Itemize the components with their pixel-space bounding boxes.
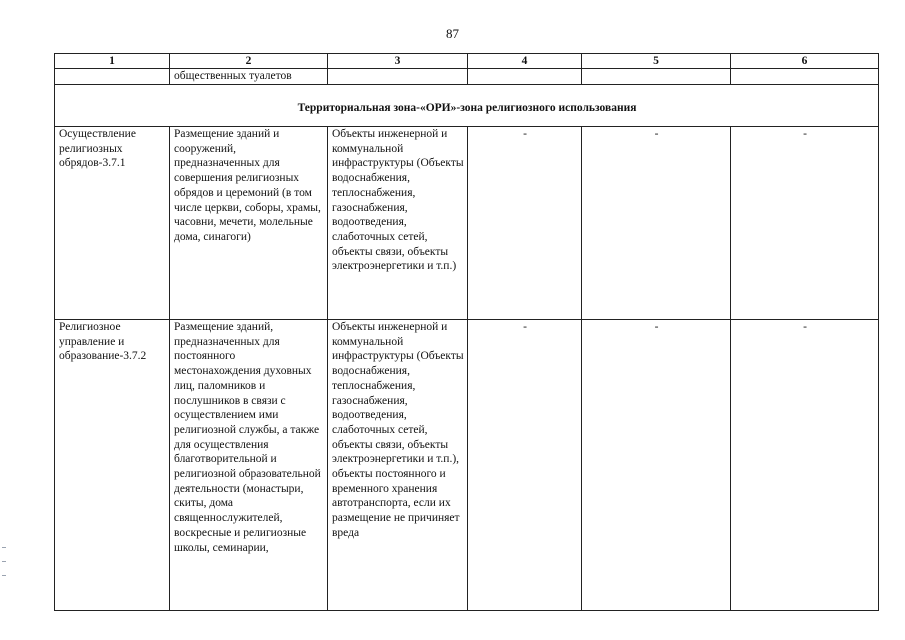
continued-cell-2: общественных туалетов: [170, 69, 328, 85]
column-header-1: 1: [55, 54, 170, 69]
zone-heading: Территориальная зона-«ОРИ»-зона религиозного использования: [55, 85, 879, 127]
table-header-row: [55, 54, 879, 69]
zone-heading-row: [55, 85, 879, 127]
auxiliary-use-cell: Объекты инженерной и коммунальной инфраструктуры (Объекты водоснабжения, теплоснабжения, газоснабжения, водоотведения, слаботочных сетей, объекты связи, объекты электроэнергетики и т.п.), объекты постоянного и временного хранения автотранспорта, если их размещение не причиняет вреда: [328, 320, 468, 611]
use-type-cell: Религиозное управление и образование-3.7.2: [55, 320, 170, 611]
col4-cell: -: [468, 127, 582, 320]
continued-cell-6: [731, 69, 879, 85]
land-use-table: [54, 53, 879, 611]
continued-cell-3: [328, 69, 468, 85]
table-row: [55, 127, 879, 320]
table-row: [55, 320, 879, 611]
description-cell: Размещение зданий, предназначенных для постоянного местонахождения духовных лиц, паломников и послушников в связи с осуществлением ими религиозной службы, а также для осуществления благотворительной и религиозной образовательной деятельности (монастыри, скиты, дома священнослужителей, воскресные и религиозные школы, семинарии,: [170, 320, 328, 611]
scan-artifact: [2, 561, 6, 562]
column-header-4: 4: [468, 54, 582, 69]
column-header-2: 2: [170, 54, 328, 69]
col6-cell: -: [731, 127, 879, 320]
scan-artifact: [2, 547, 6, 548]
description-cell: Размещение зданий и сооружений, предназначенных для совершения религиозных обрядов и церемоний (в том числе церкви, соборы, храмы, часовни, мечети, молельные дома, синагоги): [170, 127, 328, 320]
auxiliary-use-cell: Объекты инженерной и коммунальной инфраструктуры (Объекты водоснабжения, теплоснабжения, газоснабжения, водоотведения, слаботочных сетей, объекты связи, объекты электроэнергетики и т.п.): [328, 127, 468, 320]
continued-row: [55, 69, 879, 85]
continued-cell-4: [468, 69, 582, 85]
continued-cell-1: [55, 69, 170, 85]
continued-cell-5: [582, 69, 731, 85]
column-header-3: 3: [328, 54, 468, 69]
page-number: 87: [446, 26, 459, 41]
col6-cell: -: [731, 320, 879, 611]
col5-cell: -: [582, 127, 731, 320]
col5-cell: -: [582, 320, 731, 611]
col4-cell: -: [468, 320, 582, 611]
column-header-6: 6: [731, 54, 879, 69]
use-type-cell: Осуществление религиозных обрядов-3.7.1: [55, 127, 170, 320]
scan-artifact: [2, 575, 6, 576]
column-header-5: 5: [582, 54, 731, 69]
